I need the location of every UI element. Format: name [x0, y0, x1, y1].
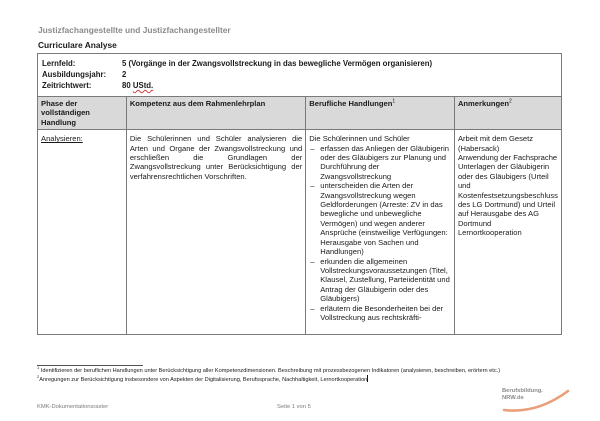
footer-doc-name: KMK-Dokumentationsraster — [37, 404, 109, 410]
zeitrichtwert-row — [42, 80, 561, 91]
anmerkung-item: Anwendung der Fachsprache — [457, 153, 558, 163]
zeitrichtwert-value[interactable] — [122, 80, 561, 91]
lernfeld-meta-box — [37, 53, 562, 96]
curricular-table — [37, 96, 562, 335]
handlungen-intro: Die Schülerinnen und Schüler — [309, 134, 410, 144]
lernfeld-value[interactable]: 5 (Vorgänge in der Zwangsvollstreckung in das bewegliche Vermögen organisieren) — [122, 59, 433, 68]
footnote-1[interactable]: $^1$ Identifizieren der beruflichen Handlungen unter Berücksichtigung aller Kompetenzdimensionen. Beschreibung mit prozessbezogenen Indikatoren (analysieren, beschreiben, erörtern etc.) — [37, 365, 501, 374]
footer-page-number: Seite 1 von 5 — [277, 404, 311, 410]
list-item: – erfassen das Anliegen der Gläubigerin oder des Gläubigers zur Planung und Durchführung der Zwangsvollstreckung — [309, 144, 451, 182]
anmerkung-item: Lernortkooperation — [457, 228, 522, 238]
berufsbildung-nrw-logo — [502, 388, 572, 414]
logo-line-1: Berufsbildung. — [502, 388, 543, 394]
header-anmerkungen[interactable]: Anmerkungen$^2$ — [454, 97, 561, 130]
cell-berufliche-handlungen[interactable] — [306, 130, 455, 335]
table-row — [38, 130, 562, 335]
footnotes — [37, 365, 562, 385]
logo-line-2: NRW.de — [502, 394, 524, 401]
handlungen-content — [309, 134, 451, 322]
ausbildungsjahr-row — [42, 69, 561, 80]
ausbildungsjahr-value[interactable]: 2 — [122, 70, 127, 79]
zeitrichtwert-number: 80 — [122, 81, 131, 90]
footnote-separator — [37, 365, 143, 366]
cell-phase[interactable] — [38, 130, 127, 335]
text-cursor — [367, 375, 368, 382]
list-item: – erkunden die allgemeinen Vollstreckungsvoraussetzungen (Titel, Klausel, Zustellung, Parteiidentität und Antrag der Gläubigerin oder des Gläubigers) — [309, 257, 451, 304]
lernfeld-row — [42, 58, 561, 69]
footnote-2[interactable]: $^2$Anregungen zur Berücksichtigung insbesondere von Aspekten der Digitalisierung, Berufssprache, Nachhaltigkeit, Lernortkooperation — [37, 374, 368, 384]
ausbildungsjahr-label: Ausbildungsjahr: — [42, 70, 107, 79]
header-kompetenz[interactable]: Kompetenz aus dem Rahmenlehrplan — [126, 97, 305, 130]
anmerkung-item: Arbeit mit dem Gesetz (Habersack) — [457, 134, 534, 153]
lernfeld-label: Lernfeld: — [42, 59, 76, 68]
handlungen-list — [309, 144, 451, 323]
table-header-row — [38, 97, 562, 130]
document-title: Curriculare Analyse — [38, 40, 117, 50]
zeitrichtwert-unit: UStd. — [132, 81, 154, 90]
cell-anmerkungen[interactable] — [454, 130, 561, 335]
document-subtitle: Justizfachangestellte und Justizfachangestellter — [38, 25, 231, 35]
header-berufliche-handlungen[interactable]: Berufliche Handlungen$^1$ — [306, 97, 455, 130]
list-item: – erläutern die Besonderheiten bei der Vollstreckung aus rechtskräfti- — [309, 304, 451, 323]
list-item: – unterscheiden die Arten der Zwangsvollstreckung wegen Geldforderungen (Arreste: ZV in das bewegliche und unbewegliche Vermögen) und wegen anderer Ansprüche (einstweilige Verfügungen: Herausgabe von Sachen und Handlungen) — [309, 181, 451, 256]
kompetenz-text: Die Schülerinnen und Schüler analysieren die Arten und Organe der Zwangsvollstreckung und erschließen die Grundlagen der Zwangsvollstreckung unter Berücksichtigung der verfahrensrechtlichen Vorschriften. — [129, 134, 303, 181]
cell-kompetenz[interactable] — [126, 130, 305, 335]
anmerkung-item: Unterlagen der Gläubigerin oder des Gläubigers (Urteil und Kostenfestsetzungsbeschluss des LG Dortmund) und Urteil auf Herausgabe des AG Dortmund — [457, 162, 558, 228]
footnote-ref-1: 1 — [392, 98, 396, 105]
zeitrichtwert-label: Zeitrichtwert: — [42, 81, 92, 90]
header-phase[interactable]: Phase der vollständigen Handlung — [38, 97, 127, 130]
phase-analysieren[interactable]: Analysieren: — [41, 134, 83, 144]
footnote-ref-2: 2 — [509, 98, 512, 105]
